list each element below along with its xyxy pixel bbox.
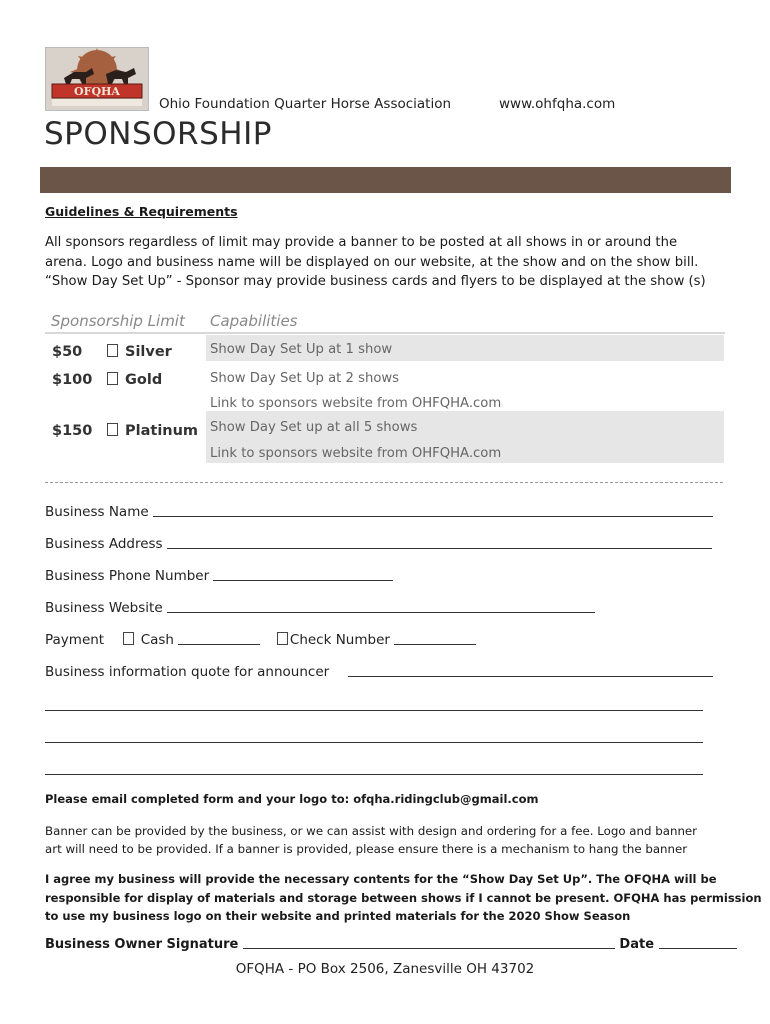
price-gold: $100 [52, 372, 93, 388]
level-label: Platinum [125, 423, 199, 439]
option-gold[interactable] [107, 372, 162, 388]
guidelines-text [45, 233, 735, 292]
guidelines-line: “Show Day Set Up” - Sponsor may provide business cards and flyers to be displayed at the show (s) [45, 274, 706, 289]
business-website-field[interactable] [45, 600, 595, 616]
capability-item: Link to sponsors website from OHFQHA.com [210, 396, 502, 411]
business-phone-input[interactable] [213, 568, 393, 581]
checkbox-silver[interactable] [107, 344, 118, 357]
level-label: Gold [125, 372, 163, 388]
agreement-line: responsible for display of materials and storage between shows if I cannot be present. OFQHA has permission [45, 890, 762, 905]
payment-field [45, 632, 476, 648]
check-number-input[interactable] [394, 632, 476, 645]
cash-label: Cash [140, 632, 174, 648]
capability-item: Show Day Set Up at 2 shows [210, 371, 400, 386]
quote-line[interactable] [45, 774, 703, 775]
col-header-capabilities: Capabilities [210, 312, 298, 330]
price-platinum: $150 [52, 423, 93, 439]
checkbox-cash[interactable] [123, 632, 134, 645]
business-address-field[interactable] [45, 536, 712, 552]
agreement-line: to use my business logo on their website and printed materials for the 2020 Show Season [45, 909, 631, 923]
capability-item: Show Day Set Up at 1 show [210, 342, 393, 357]
checkbox-check[interactable] [277, 632, 288, 645]
email-instructions: Please email completed form and your logo to: ofqha.ridingclub@gmail.com [45, 792, 539, 806]
footer-address: OFQHA - PO Box 2506, Zanesville OH 43702 [235, 961, 535, 977]
check-label: Check Number [289, 632, 390, 648]
banner-note-line: Banner can be provided by the business, or we can assist with design and ordering for a fee. Logo and banner [45, 824, 698, 838]
announcer-quote-field[interactable] [45, 664, 713, 680]
org-name: Ohio Foundation Quarter Horse Association [159, 96, 452, 112]
announcer-quote-label: Business information quote for announcer [45, 664, 330, 680]
logo-text: OFQHA [74, 85, 120, 98]
guidelines-line: All sponsors regardless of limit may provide a banner to be posted at all shows in or around the [45, 235, 678, 250]
guidelines-heading: Guidelines & Requirements [45, 204, 238, 219]
capability-item: Show Day Set up at all 5 shows [210, 420, 418, 435]
option-silver[interactable] [107, 344, 172, 360]
cash-amount-input[interactable] [178, 632, 260, 645]
quote-line[interactable] [45, 710, 703, 711]
table-header-rule [45, 332, 725, 334]
banner-note [45, 822, 735, 858]
business-website-label: Business Website [45, 600, 163, 616]
website-link[interactable]: www.ohfqha.com [499, 96, 616, 112]
cut-line-divider [45, 482, 723, 483]
business-name-field[interactable] [45, 504, 713, 520]
logo-graphic [46, 48, 148, 110]
title-bar-divider [40, 167, 731, 193]
business-phone-field[interactable] [45, 568, 393, 584]
page-title: SPONSORSHIP [44, 116, 272, 152]
guidelines-line: arena. Logo and business name will be displayed on our website, at the show and on the show bill. [45, 254, 699, 270]
business-name-label: Business Name [45, 504, 149, 520]
quote-line[interactable] [45, 742, 703, 743]
level-label: Silver [125, 344, 172, 360]
option-platinum[interactable] [107, 423, 198, 439]
business-address-label: Business Address [45, 536, 163, 552]
signature-input[interactable] [243, 936, 615, 949]
checkbox-platinum[interactable] [107, 423, 118, 436]
signature-row [45, 936, 737, 952]
date-input[interactable] [659, 936, 737, 949]
capability-item: Link to sponsors website from OHFQHA.com [210, 446, 502, 461]
ofqha-logo [45, 47, 149, 111]
agreement-text [45, 870, 762, 926]
checkbox-gold[interactable] [107, 372, 118, 385]
payment-label: Payment [45, 632, 105, 648]
agreement-line: I agree my business will provide the necessary contents for the “Show Day Set Up”. The OFQHA will be [45, 872, 717, 886]
col-header-limit: Sponsorship Limit [51, 312, 185, 330]
price-silver: $50 [52, 344, 83, 360]
signature-label: Business Owner Signature [45, 937, 239, 952]
date-label: Date [619, 937, 655, 952]
announcer-quote-input[interactable] [348, 664, 713, 677]
business-address-input[interactable] [167, 536, 712, 549]
business-phone-label: Business Phone Number [45, 568, 210, 584]
business-name-input[interactable] [153, 504, 713, 517]
business-website-input[interactable] [167, 600, 595, 613]
banner-note-line: art will need to be provided. If a banner is provided, please ensure there is a mechanism to hang the banner [45, 842, 688, 856]
